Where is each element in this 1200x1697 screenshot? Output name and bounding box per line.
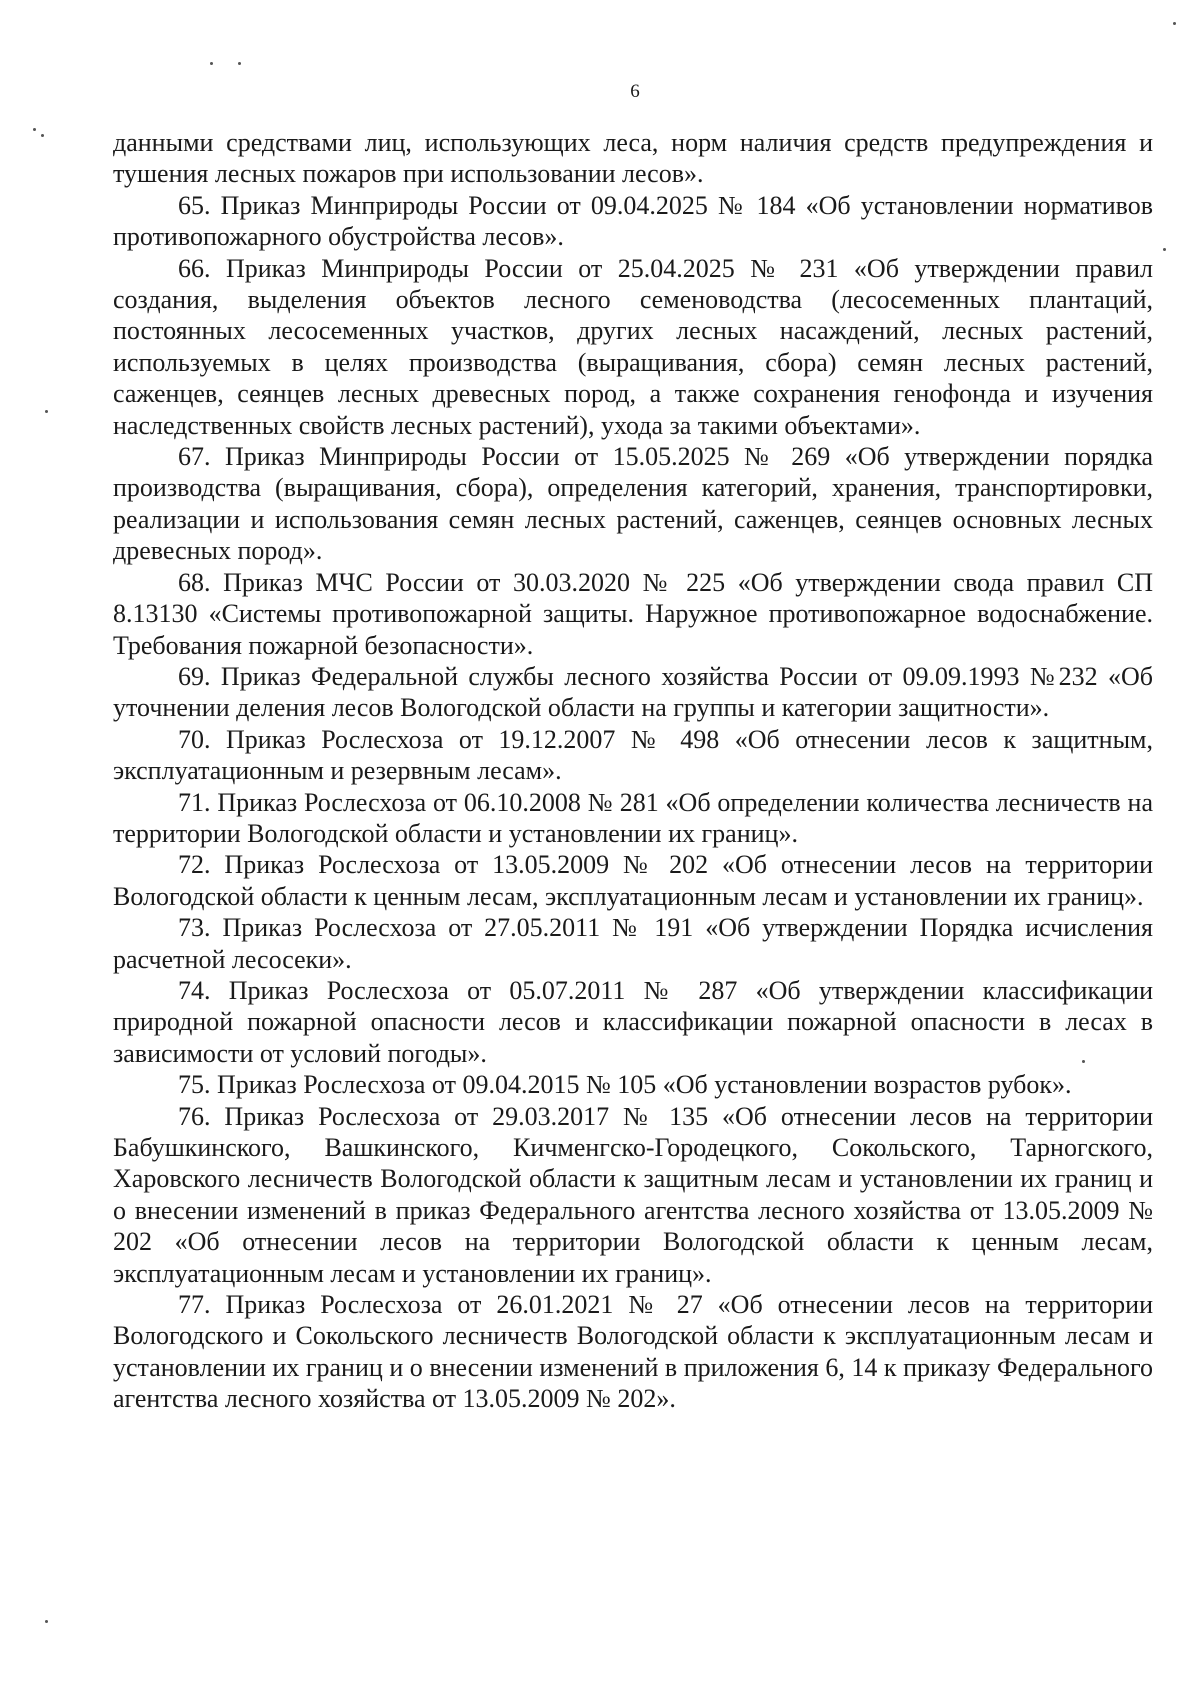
- item-number: 76.: [178, 1101, 211, 1131]
- item-number: 72.: [178, 850, 211, 880]
- item-text: Приказ Рослесхоза от 13.05.2009 № 202 «Об отнесении лесов на территории Вологодской области к ценным лесам, эксплуатационным лесам и установлении их границ».: [113, 850, 1154, 911]
- paragraph-continuation: [113, 127, 1153, 190]
- item-number: 74.: [178, 975, 211, 1005]
- scan-speck: [1173, 22, 1176, 25]
- item-number: 77.: [178, 1290, 211, 1320]
- list-item: [113, 787, 1153, 850]
- list-item: [113, 661, 1153, 724]
- scan-speck: [45, 410, 48, 413]
- item-text: Приказ Рослесхоза от 26.01.2021 № 27 «Об отнесении лесов на территории Вологодского и Сокольского лесничеств Вологодской области к эксплуатационным лесам и установлении их границ и о внесении изменений в приложения 6, 14 к приказу Федерального агентства лесного хозяйства от 13.05.2009 № 202».: [113, 1290, 1154, 1414]
- list-item: [113, 1069, 1153, 1100]
- item-text: Приказ Минприроды России от 09.04.2025 № 184 «Об установлении нормативов противопожарного обустройства лесов».: [113, 190, 1154, 252]
- item-number: 71.: [178, 787, 211, 817]
- item-number: 73.: [178, 913, 211, 943]
- item-text: Приказ МЧС России от 30.03.2020 № 225 «Об утверждении свода правил СП 8.13130 «Системы противопожарной защиты. Наружное противопожарное водоснабжение. Требования пожарной безопасности».: [113, 567, 1153, 660]
- document-body: [113, 127, 1153, 1415]
- item-text: Приказ Рослесхоза от 09.04.2015 № 105 «Об установлении возрастов рубок».: [217, 1070, 1072, 1100]
- list-item: [113, 1289, 1153, 1415]
- paragraph-text: данными средствами лиц, использующих леса, норм наличия средств предупреждения и тушения лесных пожаров при использовании лесов».: [113, 128, 1153, 189]
- item-text: Приказ Рослесхоза от 06.10.2008 № 281 «Об определении количества лесничеств на территории Вологодской области и установлении их границ».: [113, 787, 1154, 848]
- item-text: Приказ Рослесхоза от 27.05.2011 № 191 «Об утверждении Порядка исчисления расчетной лесосеки».: [113, 913, 1154, 974]
- list-item: [113, 190, 1153, 253]
- page-number: 6: [630, 81, 640, 102]
- item-text: Приказ Минприроды России от 15.05.2025 № 269 «Об утверждении порядка производства (выращивания, сбора), определения категорий, хранения, транспортировки, реализации и использования семян лесных растений, саженцев, сеянцев основных лесных древесных пород».: [113, 442, 1153, 566]
- item-number: 66.: [178, 253, 211, 283]
- scan-speck: [238, 62, 241, 65]
- item-text: Приказ Рослесхоза от 05.07.2011 № 287 «Об утверждении классификации природной пожарной опасности лесов и классификации пожарной опасности в лесах в зависимости от условий погоды».: [113, 975, 1153, 1068]
- item-text: Приказ Минприроды России от 25.04.2025 № 231 «Об утверждении правил создания, выделения объектов лесного семеноводства (лесосеменных плантаций, постоянных лесосеменных участков, других лесных насаждений, лесных растений, используемых в целях производства (выращивания, сбора) семян лесных растений, саженцев, сеянцев лесных древесных пород, а также сохранения генофонда и изучения наследственных свойств лесных растений), ухода за такими объектами».: [113, 253, 1154, 440]
- list-item: [113, 567, 1153, 661]
- list-item: [113, 912, 1153, 975]
- scan-speck: [1163, 248, 1166, 251]
- item-number: 67.: [178, 442, 211, 472]
- item-text: Приказ Рослесхоза от 29.03.2017 № 135 «Об отнесении лесов на территории Бабушкинского, Вашкинского, Кичменгско-Городецкого, Сокольского, Тарногского, Харовского лесничеств Вологодской области к защитным лесам и установлении их границ и о внесении изменений в приказ Федерального агентства лесного хозяйства от 13.05.2009 № 202 «Об отнесении лесов на территории Вологодской области к ценным лесам, эксплуатационным лесам и установлении их границ».: [113, 1101, 1154, 1288]
- item-number: 70.: [178, 724, 211, 754]
- item-text: Приказ Федеральной службы лесного хозяйства России от 09.09.1993 №232 «Об уточнении деления лесов Вологодской области на группы и категории защитности».: [113, 661, 1153, 723]
- list-item: [113, 849, 1153, 912]
- scan-speck: [41, 134, 44, 137]
- scan-speck: [33, 128, 36, 131]
- item-number: 68.: [178, 567, 211, 597]
- item-number: 65.: [178, 190, 211, 220]
- scan-speck: [45, 1620, 48, 1623]
- item-number: 69.: [178, 661, 211, 691]
- list-item: [113, 975, 1153, 1069]
- list-item: [113, 1101, 1153, 1289]
- list-item: [113, 724, 1153, 787]
- scan-speck: [210, 62, 213, 65]
- list-item: [113, 441, 1153, 567]
- item-text: Приказ Рослесхоза от 19.12.2007 № 498 «Об отнесении лесов к защитным, эксплуатационным и резервным лесам».: [113, 724, 1153, 786]
- list-item: [113, 253, 1153, 441]
- item-number: 75.: [178, 1070, 211, 1100]
